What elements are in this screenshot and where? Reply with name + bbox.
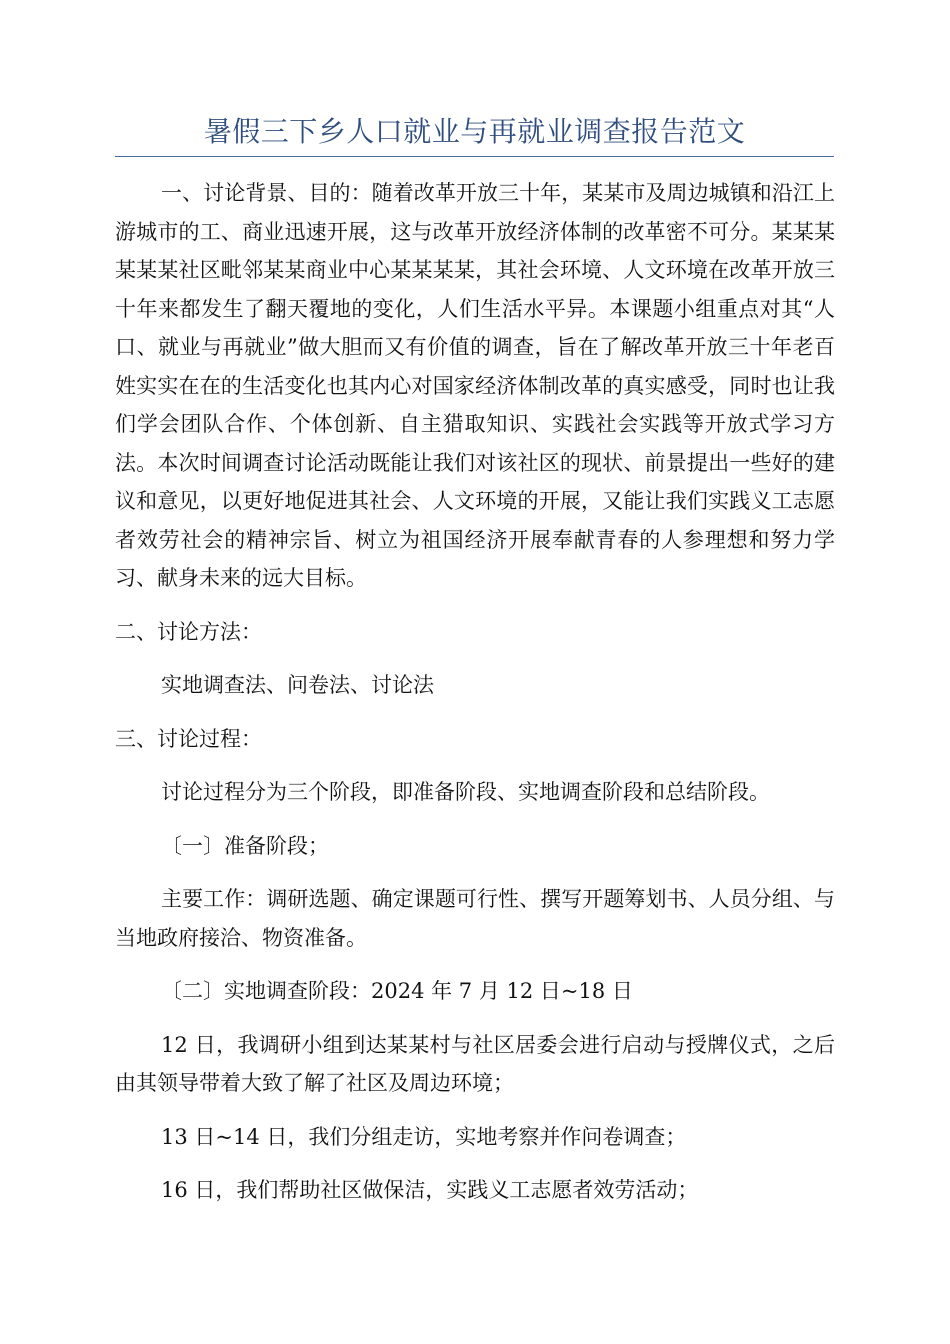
document-title: 暑假三下乡人口就业与再就业调查报告范文 <box>203 115 746 148</box>
paragraph-day-16: 16 日，我们帮助社区做保洁，实践义工志愿者效劳活动； <box>161 1178 699 1202</box>
title-block <box>115 112 834 157</box>
heading-process: 三、讨论过程： <box>115 726 262 751</box>
heading-methods: 二、讨论方法： <box>115 619 262 644</box>
paragraph-methods: 实地调查法、问卷法、讨论法 <box>161 673 434 697</box>
subheading-field-survey: 〔二〕实地调查阶段：2024 年 7 月 12 日~18 日 <box>161 979 633 1003</box>
paragraph-day-13-14: 13 日~14 日，我们分组走访，实地考察并作问卷调查； <box>161 1124 687 1149</box>
paragraph-day-12: 12 日，我调研小组到达某某村与社区居委会进行启动与授牌仪式，之后由其领导带着大致了解了社区及周边环境； <box>115 1032 835 1095</box>
paragraph-background: 一、讨论背景、目的：随着改革开放三十年，某某市及周边城镇和沿江上游城市的工、商业迅速开展，这与改革开放经济体制的改革密不可分。某某某某某某社区毗邻某某商业中心某某某某，其社会环境、人文环境在改革开放三十年来都发生了翻天覆地的变化，人们生活水平异。本课题小组重点对其“人口、就业与再就业”做大胆而又有价值的调查，旨在了解改革开放三十年老百姓实实在在的生活变化也其内心对国家经济体制改革的真实感受，同时也让我们学会团队合作、个体创新、自主猎取知识、实践社会实践等开放式学习方法。本次时间调查讨论活动既能让我们对该社区的现状、前景提出一些好的建议和意见，以更好地促进其社会、人文环境的开展，又能让我们实践义工志愿者效劳社会的精神宗旨、树立为祖国经济开展奉献青春的人参理想和努力学习、献身未来的远大目标。 <box>115 181 835 590</box>
subheading-preparation: 〔一〕准备阶段； <box>161 833 329 858</box>
document-body <box>115 174 835 1210</box>
paragraph-process-overview: 讨论过程分为三个阶段，即准备阶段、实地调查阶段和总结阶段。 <box>161 780 770 804</box>
paragraph-preparation: 主要工作：调研选题、确定课题可行性、撰写开题筹划书、人员分组、与当地政府接洽、物资准备。 <box>115 887 835 950</box>
